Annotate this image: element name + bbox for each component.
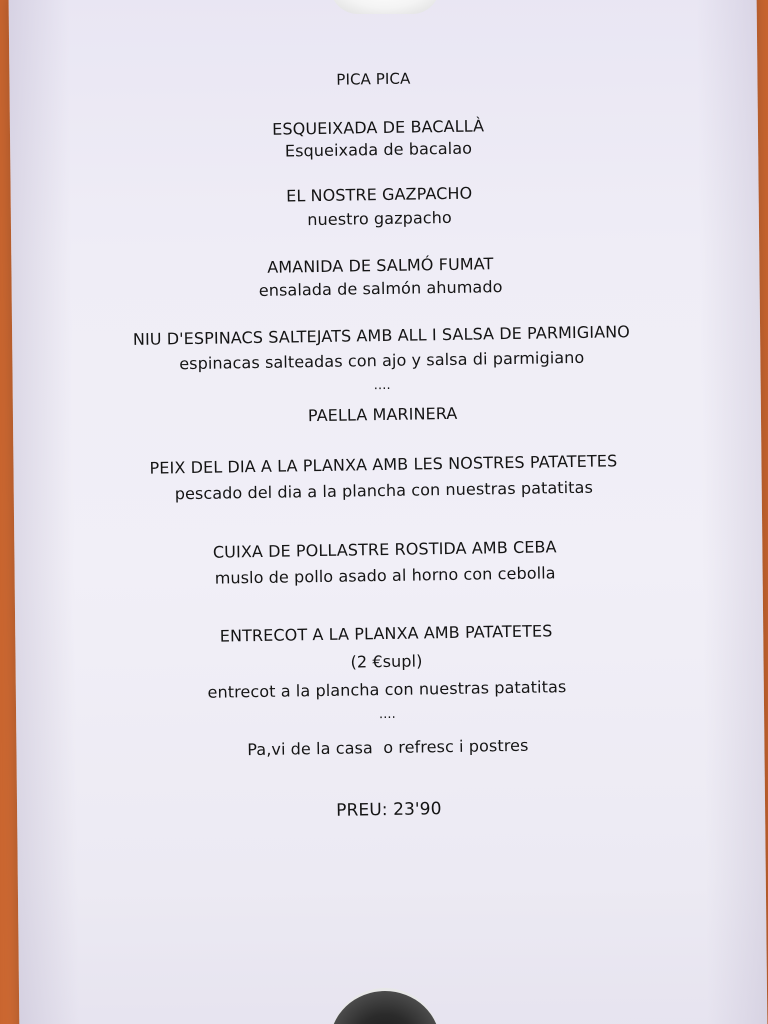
menu-title: PICA PICA [336, 69, 411, 89]
dish-4-spanish: espinacas salteadas con ajo y salsa di parmigiano [179, 347, 585, 374]
paella-dish: PAELLA MARINERA [307, 403, 458, 426]
extras-line: Pa,vi de la casa o refresc i postres [247, 735, 529, 760]
dish-7-catalan: ENTRECOT A LA PLANXA AMB PATATETES [219, 621, 553, 646]
separator-1: .... [373, 377, 391, 394]
dish-1-spanish: Esqueixada de bacalao [284, 138, 473, 161]
dish-3-spanish: ensalada de salmón ahumado [258, 277, 503, 300]
dish-7-supplement: (2 €supl) [350, 651, 423, 672]
dish-7-spanish: entrecot a la plancha con nuestras patatitas [207, 677, 567, 702]
dish-5-spanish: pescado del dia a la plancha con nuestras patatitas [174, 477, 594, 504]
dish-1-catalan: ESQUEIXADA DE BACALLÀ [272, 116, 485, 139]
dish-6-catalan: CUIXA DE POLLASTRE ROSTIDA AMB CEBA [212, 537, 557, 562]
separator-2: .... [378, 706, 396, 723]
dish-2-catalan: EL NOSTRE GAZPACHO [286, 183, 473, 206]
dish-3-catalan: AMANIDA DE SALMÓ FUMAT [267, 254, 494, 277]
dish-6-spanish: muslo de pollo asado al horno con cebolla [214, 563, 556, 588]
dish-2-spanish: nuestro gazpacho [307, 207, 452, 230]
dish-4-catalan: NIU D'ESPINACS SALTEJATS AMB ALL I SALSA DE PARMIGIANO [132, 322, 631, 349]
dish-5-catalan: PEIX DEL DIA A LA PLANXA AMB LES NOSTRES PATATETES [149, 451, 618, 478]
menu-price: PREU: 23'90 [335, 799, 442, 821]
